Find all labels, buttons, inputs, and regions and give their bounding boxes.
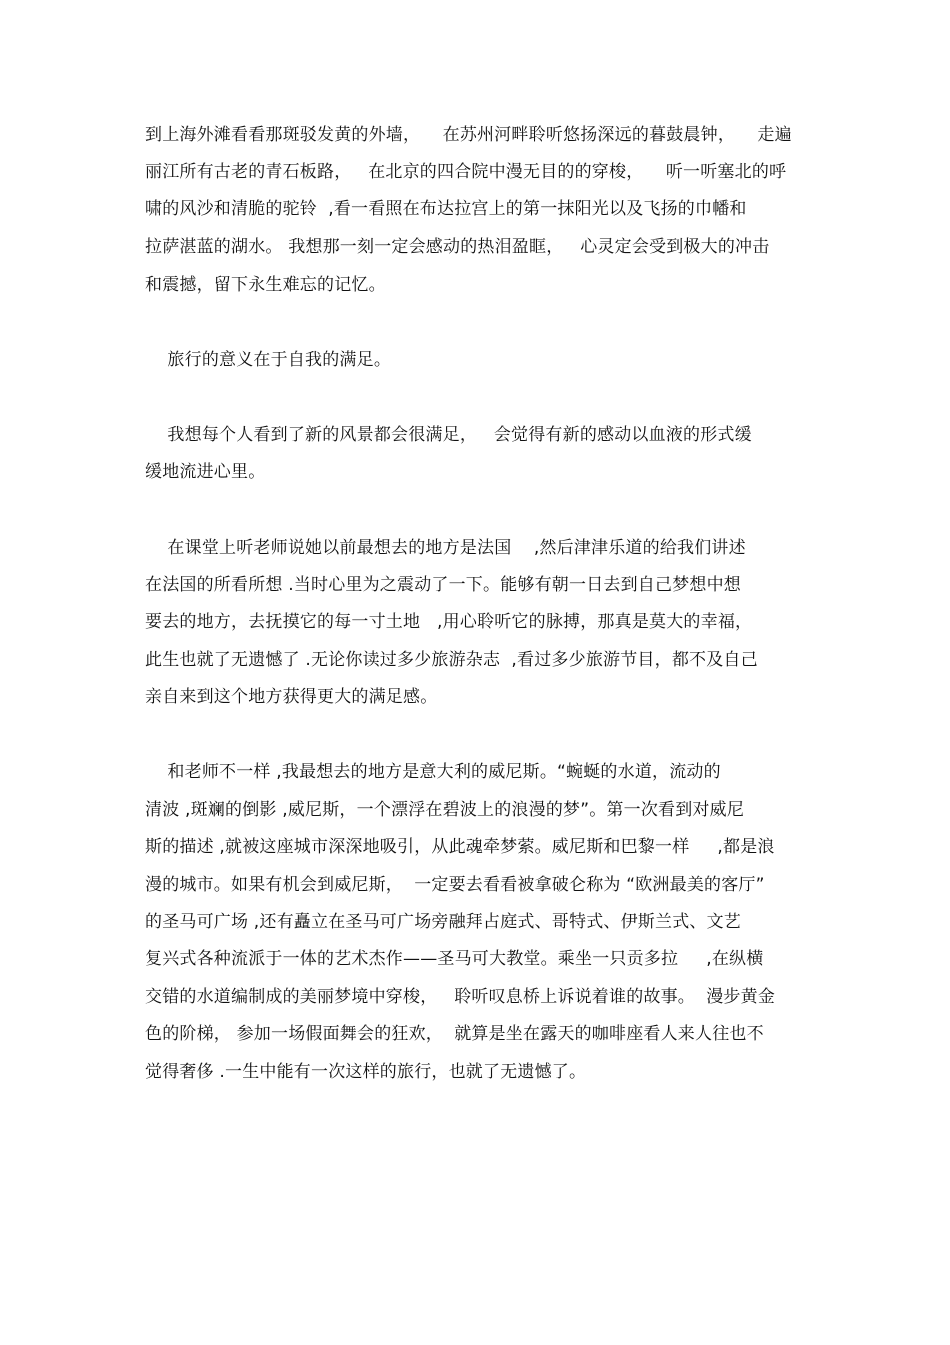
paragraph-2-line-1: 旅行的意义在于自我的满足。 xyxy=(145,350,392,370)
paragraph-1-line-3: 啸的风沙和清脆的驼铃 ,看一看照在布达拉宫上的第一抹阳光以及飞扬的巾幡和 xyxy=(145,199,747,219)
paragraph-5-line-8: 色的阶梯， 参加一场假面舞会的狂欢， 就算是坐在露天的咖啡座看人来人往也不 xyxy=(145,1024,764,1044)
paragraph-3-line-1: 我想每个人看到了新的风景都会很满足， 会觉得有新的感动以血液的形式缓 xyxy=(145,425,752,445)
paragraph-5-line-6: 复兴式各种流派于一体的艺术杰作——圣马可大教堂。乘坐一只贡多拉 ,在纵横 xyxy=(145,949,764,969)
paragraph-3-line-2: 缓地流进心里。 xyxy=(145,462,266,482)
paragraph-5-line-3: 斯的描述 ,就被这座城市深深地吸引，从此魂牵梦萦。威尼斯和巴黎一样 ,都是浪 xyxy=(145,837,775,857)
paragraph-4-line-1: 在课堂上听老师说她以前最想去的地方是法国 ,然后津津乐道的给我们讲述 xyxy=(145,538,746,558)
paragraph-4-line-3: 要去的地方，去抚摸它的每一寸土地 ,用心聆听它的脉搏，那真是莫大的幸福， xyxy=(145,612,753,632)
paragraph-5-line-2: 清波 ,斑斓的倒影 ,威尼斯，一个漂浮在碧波上的浪漫的梦”。第一次看到对威尼 xyxy=(145,800,745,820)
paragraph-4-line-5: 亲自来到这个地方获得更大的满足感。 xyxy=(145,687,438,707)
paragraph-5-line-9: 觉得奢侈 .一生中能有一次这样的旅行，也就了无遗憾了。 xyxy=(145,1062,587,1082)
paragraph-1-line-2: 丽江所有古老的青石板路， 在北京的四合院中漫无目的的穿梭， 听一听塞北的呼 xyxy=(145,162,787,182)
paragraph-4-line-4: 此生也就了无遗憾了 .无论你读过多少旅游杂志 ,看过多少旅游节目，都不及自己 xyxy=(145,650,758,670)
paragraph-5-line-7: 交错的水道编制成的美丽梦境中穿梭， 聆听叹息桥上诉说着谁的故事。 漫步黄金 xyxy=(145,987,776,1007)
paragraph-4-line-2: 在法国的所看所想 .当时心里为之震动了一下。能够有朝一日去到自己梦想中想 xyxy=(145,575,742,595)
paragraph-5-line-1: 和老师不一样 ,我最想去的地方是意大利的威尼斯。“蜿蜒的水道，流动的 xyxy=(145,762,721,782)
paragraph-1-line-1: 到上海外滩看看那斑驳发黄的外墙， 在苏州河畔聆听悠扬深远的暮鼓晨钟， 走遍 xyxy=(145,125,792,145)
paragraph-1-line-5: 和震撼，留下永生难忘的记忆。 xyxy=(145,275,386,295)
paragraph-5-line-4: 漫的城市。如果有机会到威尼斯， 一定要去看看被拿破仑称为 “欧洲最美的客厅” xyxy=(145,875,765,895)
paragraph-5-line-5: 的圣马可广场 ,还有矗立在圣马可广场旁融拜占庭式、哥特式、伊斯兰式、文艺 xyxy=(145,912,742,932)
paragraph-1-line-4: 拉萨湛蓝的湖水。 我想那一刻一定会感动的热泪盈眶， 心灵定会受到极大的冲击 xyxy=(145,237,770,257)
